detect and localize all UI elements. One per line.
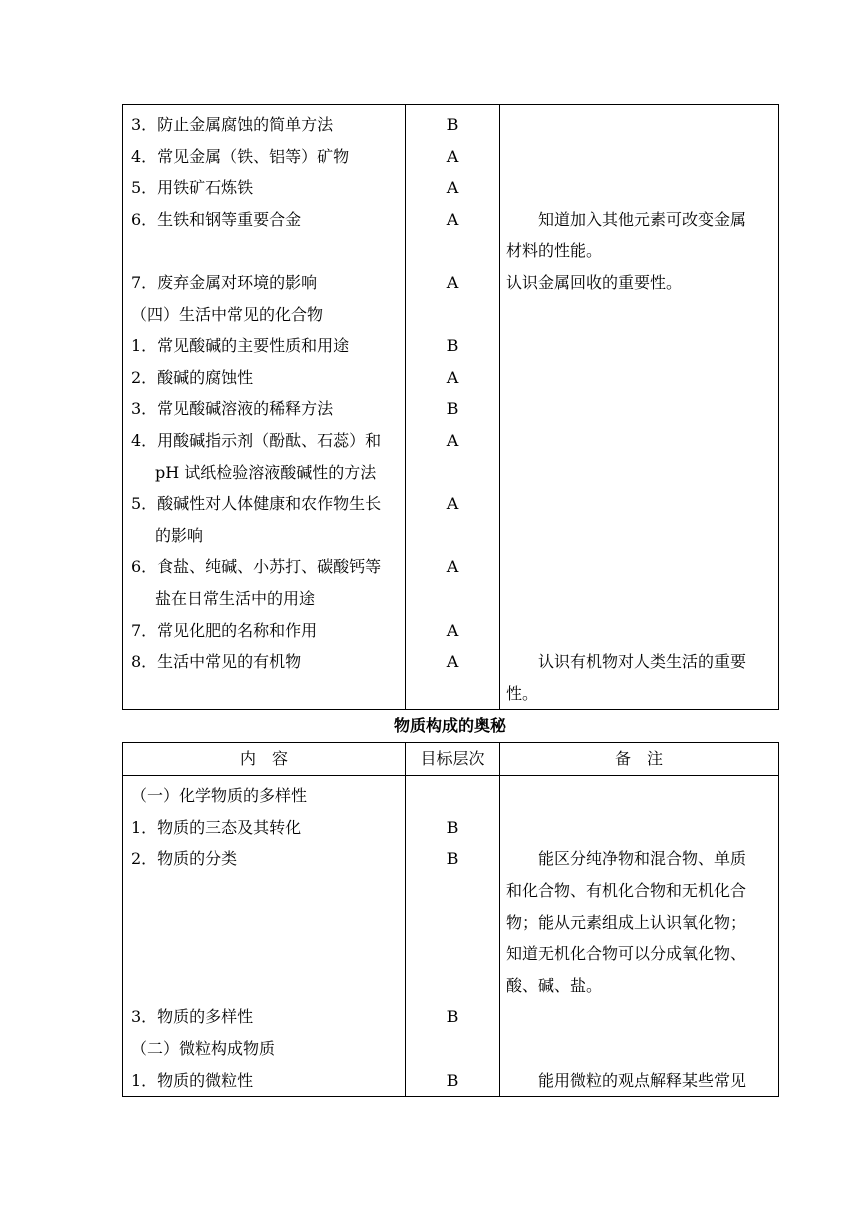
level-line: B (446, 817, 459, 837)
level-line (406, 520, 499, 552)
note-line (500, 393, 778, 425)
level-line (406, 1033, 499, 1065)
content-line: 1．物质的三态及其转化 (131, 817, 302, 837)
content-line: （一）化学物质的多样性 (131, 786, 308, 806)
level-line (406, 907, 499, 939)
document-page (122, 104, 778, 1097)
note-line (500, 615, 778, 647)
table-header-row (123, 743, 779, 776)
level-line (406, 780, 499, 812)
content-line: 5．用铁矿石炼铁 (131, 178, 254, 198)
note-line (500, 1001, 778, 1033)
note-line: 物；能从元素组成上认识氧化物； (506, 912, 747, 932)
note-line: 认识有机物对人类生活的重要 (538, 652, 747, 672)
note-line (500, 172, 778, 204)
note-line (500, 551, 778, 583)
level-line: A (446, 209, 459, 229)
content-line: 1．物质的微粒性 (131, 1070, 254, 1090)
content-line: 的影响 (155, 525, 204, 545)
level-line: A (446, 494, 459, 514)
content-line (123, 970, 405, 1002)
content-line: 3．常见酸碱溶液的稀释方法 (131, 399, 334, 419)
note-line: 和化合物、有机化合物和无机化合 (506, 881, 747, 901)
notes-column (500, 776, 779, 1097)
level-line: A (446, 178, 459, 198)
note-line: 能区分纯净物和混合物、单质 (538, 849, 747, 869)
content-line (123, 875, 405, 907)
level-line (406, 583, 499, 615)
level-line (406, 299, 499, 331)
content-line (123, 235, 405, 267)
content-line: 2．物质的分类 (131, 849, 238, 869)
note-line (500, 109, 778, 141)
header-notes: 备 注 (500, 743, 779, 776)
note-line (500, 520, 778, 552)
level-line: A (446, 652, 459, 672)
level-line: B (446, 1070, 459, 1090)
content-line: （四）生活中常见的化合物 (131, 304, 324, 324)
level-line: B (446, 115, 459, 134)
note-line: 能用微粒的观点解释某些常见 (538, 1070, 747, 1090)
content-line (123, 678, 405, 710)
level-column (406, 776, 500, 1097)
content-line: 3．物质的多样性 (131, 1007, 254, 1027)
content-line: 7．常见化肥的名称和作用 (131, 620, 318, 640)
level-line: A (446, 620, 459, 640)
note-line: 认识金属回收的重要性。 (506, 272, 683, 292)
content-line: 8．生活中常见的有机物 (131, 652, 302, 672)
level-line (406, 457, 499, 489)
content-line: （二）微粒构成物质 (131, 1039, 276, 1059)
content-line: 6．生铁和钢等重要合金 (131, 209, 302, 229)
level-line: B (446, 1007, 459, 1027)
content-line: 5．酸碱性对人体健康和农作物生长 (131, 494, 382, 514)
content-line: 1．常见酸碱的主要性质和用途 (131, 336, 350, 356)
content-line: 盐在日常生活中的用途 (155, 588, 316, 608)
content-line: 2．酸碱的腐蚀性 (131, 367, 254, 387)
content-column (123, 105, 406, 710)
content-line: 4．常见金属（铁、铝等）矿物 (131, 146, 350, 166)
note-line: 性。 (506, 683, 539, 703)
note-line: 知道无机化合物可以分成氧化物、 (506, 944, 747, 964)
content-line: 4．用酸碱指示剂（酚酞、石蕊）和 (131, 430, 382, 450)
note-line (500, 812, 778, 844)
level-line: A (446, 272, 459, 292)
header-level: 目标层次 (406, 743, 500, 776)
note-line: 酸、碱、盐。 (506, 975, 603, 995)
note-line (500, 362, 778, 394)
note-line: 材料的性能。 (506, 241, 603, 261)
note-line (500, 299, 778, 331)
note-line (500, 141, 778, 173)
note-line (500, 488, 778, 520)
note-line (500, 425, 778, 457)
content-line: pH 试纸检验溶液酸碱性的方法 (155, 462, 377, 482)
content-line: 3．防止金属腐蚀的简单方法 (131, 115, 334, 134)
level-line: A (446, 146, 459, 166)
notes-column (500, 105, 779, 710)
content-line (123, 938, 405, 970)
note-line: 知道加入其他元素可改变金属 (538, 209, 747, 229)
content-line: 7．废弃金属对环境的影响 (131, 272, 318, 292)
level-line: B (446, 849, 459, 869)
level-line: A (446, 557, 459, 577)
level-line (406, 938, 499, 970)
section-title: 物质构成的奥秘 (393, 716, 506, 736)
metals-compounds-table (122, 104, 779, 710)
note-line (500, 780, 778, 812)
level-line (406, 970, 499, 1002)
level-column (406, 105, 500, 710)
note-line (500, 330, 778, 362)
level-line: A (446, 367, 459, 387)
note-line (500, 457, 778, 489)
content-line (123, 907, 405, 939)
matter-structure-table (122, 742, 779, 1097)
level-line: B (446, 399, 459, 419)
level-line: B (446, 336, 459, 356)
content-column (123, 776, 406, 1097)
level-line (406, 678, 499, 710)
header-content: 内 容 (123, 743, 406, 776)
content-line: 6．食盐、纯碱、小苏打、碳酸钙等 (131, 557, 382, 577)
level-line: A (446, 430, 459, 450)
note-line (500, 1033, 778, 1065)
level-line (406, 235, 499, 267)
note-line (500, 583, 778, 615)
level-line (406, 875, 499, 907)
